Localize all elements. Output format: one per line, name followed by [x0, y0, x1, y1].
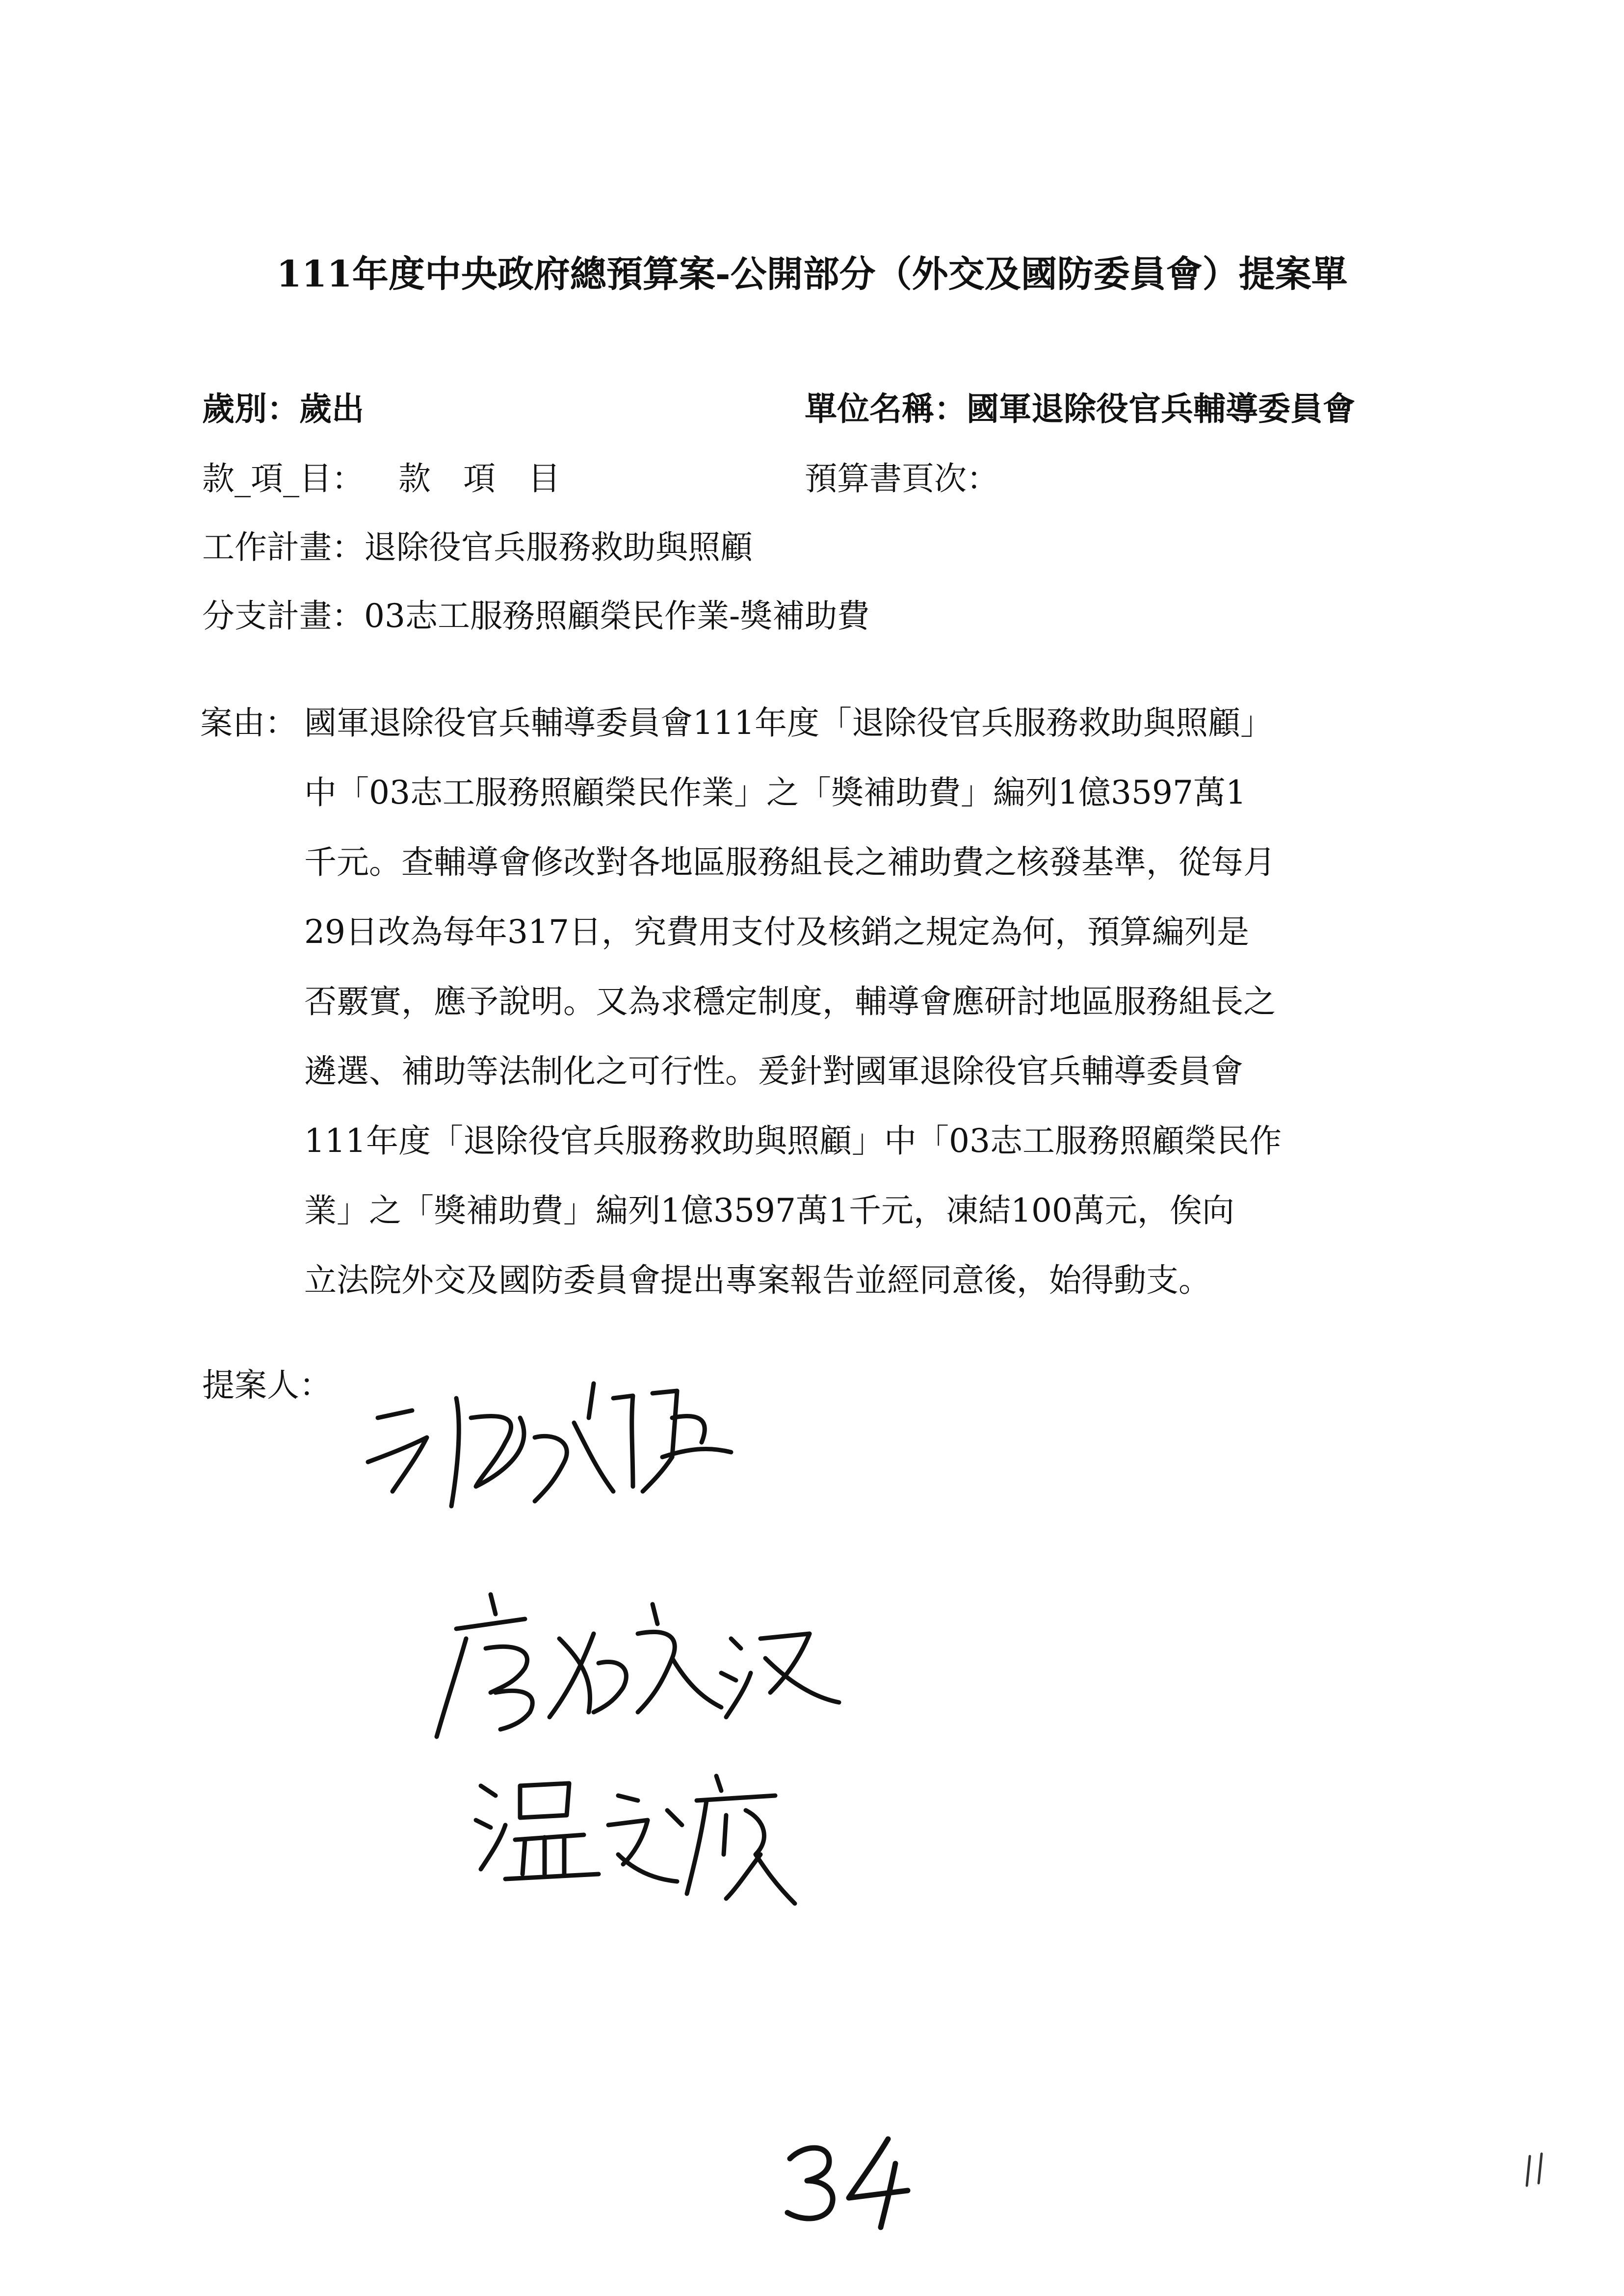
item-field [202, 452, 560, 499]
unit-value: 國軍退除役官兵輔導委員會 [967, 390, 1355, 428]
unit-field [805, 383, 1355, 429]
case-line: 立法院外交及國防委員會提出專案報告並經同意後，始得動支。 [304, 1261, 1211, 1299]
item-value: 款 項 目 [398, 460, 560, 497]
handwritten-signature-1 [358, 1364, 760, 1521]
page-number-glyphs [775, 2134, 922, 2232]
margin-mark [1521, 2149, 1550, 2195]
document-title: 111年度中央政府總預算案-公開部分（外交及國防委員會）提案單 [276, 253, 1348, 295]
case-label: 案由： [200, 704, 297, 742]
unit-label: 單位名稱： [805, 390, 967, 428]
category-value: 歲出 [299, 390, 364, 428]
case-line: 遴選、補助等法制化之可行性。爰針對國軍退除役官兵輔導委員會 [304, 1052, 1243, 1090]
program-value: 退除役官兵服務救助與照顧 [364, 528, 753, 566]
program-label: 工作計畫： [202, 528, 364, 566]
item-label: 款_項_目： [202, 460, 364, 497]
subprogram-value: 03志工服務照顧榮民作業-獎補助費 [364, 597, 870, 635]
case-line: 111年度「退除役官兵服務救助與照顧」中「03志工服務照顧榮民作 [304, 1122, 1282, 1160]
category-label: 歲別： [202, 390, 299, 428]
case-line: 中「03志工服務照顧榮民作業」之「獎補助費」編列1億3597萬1 [304, 774, 1246, 811]
handwritten-signature-2 [427, 1575, 849, 1751]
case-line: 業」之「獎補助費」編列1億3597萬1千元，凍結100萬元，俟向 [304, 1192, 1234, 1229]
case-line: 否覈實，應予說明。又為求穩定制度，輔導會應研討地區服務組長之 [304, 983, 1276, 1020]
subprogram-field [202, 590, 869, 636]
subprogram-label: 分支計畫： [202, 597, 364, 635]
case-line: 千元。查輔導會修改對各地區服務組長之補助費之核發基準，從每月 [304, 843, 1276, 881]
margin-mark-strokes [1521, 2149, 1550, 2193]
handwritten-signature-3 [471, 1756, 805, 1908]
page-label: 預算書頁次： [805, 460, 999, 497]
page-field [805, 452, 999, 499]
program-field [202, 521, 753, 568]
page-number [775, 2134, 922, 2234]
case-line: 國軍退除役官兵輔導委員會111年度「退除役官兵服務救助與照顧」 [304, 704, 1273, 742]
proposer-label: 提案人： [202, 1366, 332, 1404]
category-field [202, 383, 364, 429]
case-line: 29日改為每年317日，究費用支付及核銷之規定為何，預算編列是 [304, 913, 1249, 951]
